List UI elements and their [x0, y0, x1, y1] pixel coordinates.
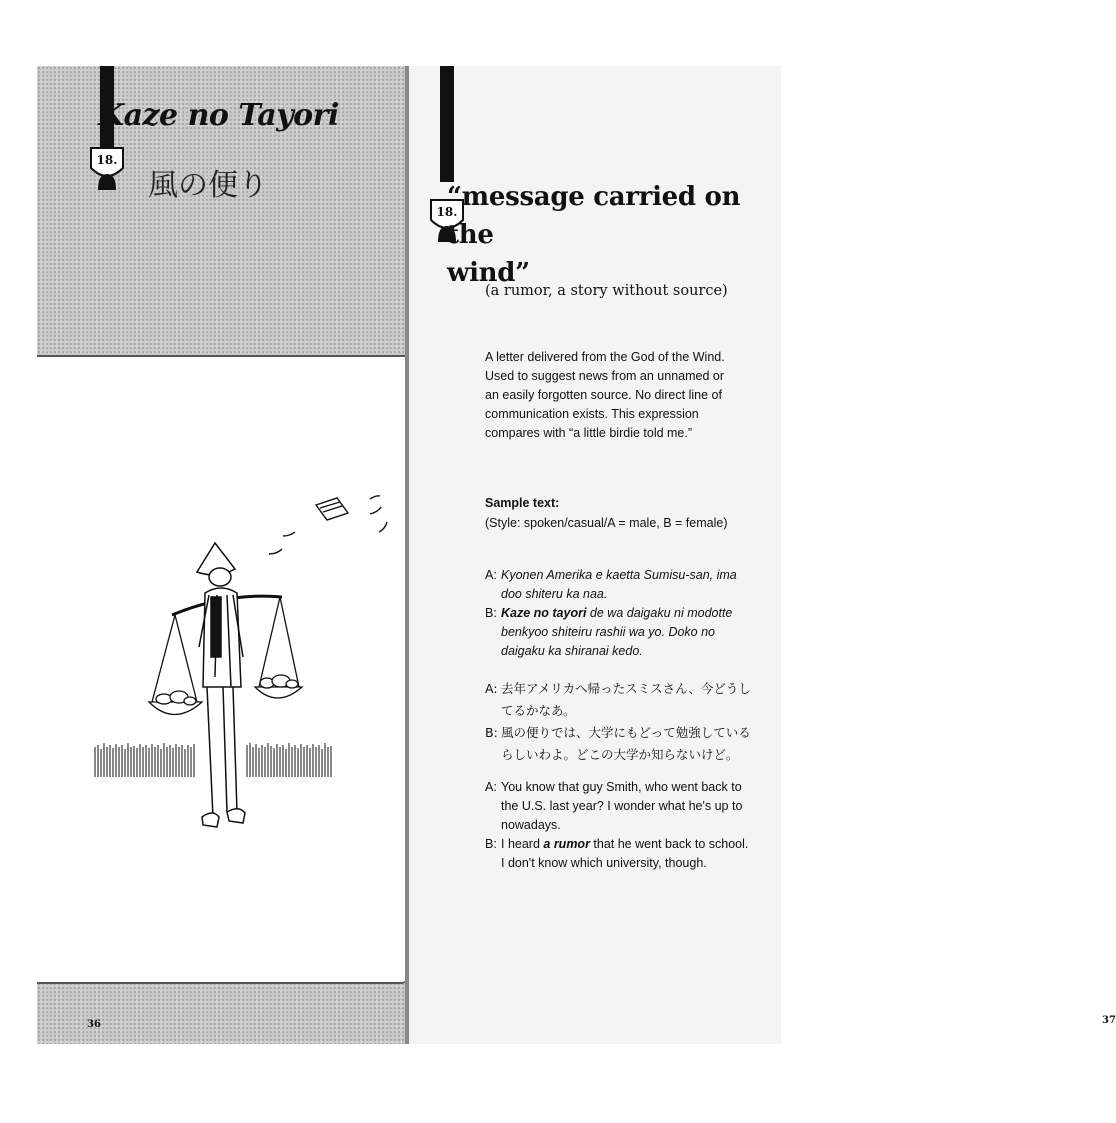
dialog-text: You know that guy Smith, who went back to the U.S. last year? I wonder what he's up to nowadays. [501, 780, 743, 832]
dialog-line-b [485, 835, 755, 873]
speaker-label: A: [485, 681, 498, 696]
dialog-text: that he went back to school. I don't know which university, though. [501, 837, 749, 870]
sample-style-note: (Style: spoken/casual/A = male, B = female) [485, 516, 728, 530]
dialog-highlight: Kaze no tayori [501, 606, 587, 620]
title-line-1: “message carried on the [447, 182, 741, 250]
expression-translation-title [447, 178, 747, 292]
dialog-line-a [485, 566, 755, 604]
speaker-label: B: [485, 725, 498, 740]
page-number-left: 36 [87, 1019, 101, 1030]
dialog-highlight: a rumor [543, 837, 590, 851]
expression-meaning: (a rumor, a story without source) [485, 283, 728, 299]
speaker-label: B: [485, 837, 497, 851]
dialog-english [485, 778, 755, 873]
dialog-japanese [485, 678, 755, 766]
speaker-label: B: [485, 606, 497, 620]
dialog-line-b [485, 604, 755, 661]
dialog-text: 風の便りでは、大学にもどって勉強しているらしいわよ。どこの大学か知らないけど。 [501, 725, 751, 762]
chapter-badge [87, 144, 127, 190]
expression-title-japanese: 風の便り [148, 168, 268, 203]
chapter-number: 18. [96, 153, 118, 167]
dialog-text: 去年アメリカへ帰ったスミスさん、今どうしてるかなあ。 [501, 681, 751, 718]
expression-title-romaji: Kaze no Tayori [98, 98, 339, 133]
speaker-label: A: [485, 568, 497, 582]
page-number-right: 37 [1102, 1015, 1116, 1026]
illustration-panel [37, 355, 407, 984]
title-line-2: wind” [447, 258, 530, 288]
dialog-text: I heard [501, 837, 544, 851]
dialog-text: Kyonen Amerika e kaetta Sumisu-san, ima doo shiteru ka naa. [501, 568, 737, 601]
chapter-bar [440, 66, 454, 182]
speaker-label: A: [485, 780, 497, 794]
dialog-line-b [485, 722, 755, 766]
dialog-text: de wa daigaku ni modotte benkyoo shiteiru rashii wa yo. Doko no daigaku ka shiranai kedo. [501, 606, 733, 658]
dialog-line-a [485, 778, 755, 835]
dialog-romaji [485, 566, 755, 661]
left-page [37, 66, 407, 1044]
dialog-line-a [485, 678, 755, 722]
book-spine [405, 66, 409, 1044]
expression-description: A letter delivered from the God of the Wind. Used to suggest news from an unnamed or an easily forgotten source. No direct line of communication exists. This expression compares with “a little birdie told me.” [485, 350, 725, 440]
sample-text-heading: Sample text: [485, 496, 560, 510]
chapter-number: 18. [436, 205, 458, 219]
illustration-man-carrying-baskets [37, 357, 407, 982]
